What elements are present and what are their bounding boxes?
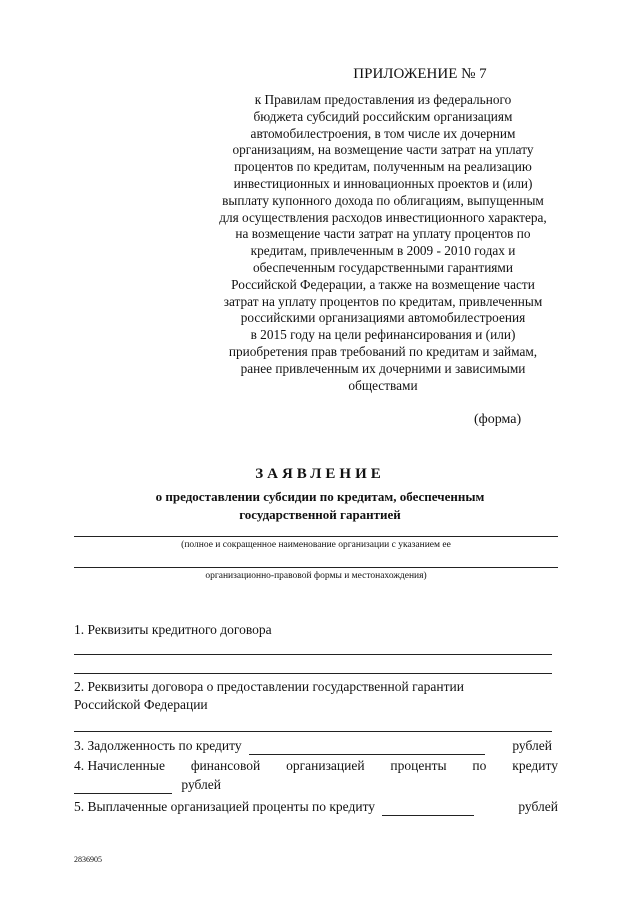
appendix-rules-text: [196, 92, 570, 394]
document-subtitle: [80, 488, 560, 524]
organization-caption-2: организационно-правовой формы и местонахождения): [205, 571, 427, 581]
rules-line: приобретения прав требований по кредитам и займам,: [228, 343, 538, 359]
item-3-row: [74, 738, 552, 755]
item-4-unit: рублей: [181, 777, 222, 792]
document-title: ЗАЯВЛЕНИЕ: [255, 466, 385, 482]
item-1-label: 1. Реквизиты кредитного договора: [74, 622, 272, 637]
item-2-text-line: Российской Федерации: [74, 697, 208, 712]
subtitle-line: о предоставлении субсидии по кредитам, обеспеченным: [155, 489, 485, 504]
item-5-row: [74, 799, 558, 816]
item-1-line-1[interactable]: [74, 654, 552, 655]
item-2-label: [74, 679, 558, 713]
rules-line: бюджета субсидий российским организациям: [253, 108, 513, 124]
rules-line: инвестиционных и инновационных проектов и (или): [233, 175, 533, 191]
item-5-label: 5. Выплаченные организацией проценты по кредиту: [74, 799, 376, 814]
item-4-interest-field[interactable]: [74, 777, 172, 794]
rules-line: затрат на уплату процентов по кредитам, привлеченным: [223, 293, 543, 309]
item-3-unit: рублей: [512, 738, 552, 753]
rules-line: процентов по кредитам, полученным на реализацию: [234, 159, 532, 175]
rules-line: Российской Федерации, а также на возмещение части: [231, 276, 535, 292]
item-4-word: кредиту: [512, 758, 558, 773]
rules-line: выплату купонного дохода по облигациям, выпущенным: [222, 192, 544, 208]
item-3-debt-field[interactable]: [249, 738, 485, 755]
item-4-word: организацией: [286, 758, 365, 773]
item-1-line-2[interactable]: [74, 673, 552, 674]
item-2-text-line: 2. Реквизиты договора о предоставлении государственной гарантии: [74, 679, 464, 694]
organization-caption-1: (полное и сокращенное наименование организации с указанием ее: [181, 540, 451, 550]
appendix-title: ПРИЛОЖЕНИЕ № 7: [353, 66, 487, 82]
item-2-line[interactable]: [74, 731, 552, 732]
form-label: (форма): [474, 412, 522, 427]
rules-line: российскими организациями автомобилестроения: [240, 310, 526, 326]
item-5-paid-field[interactable]: [382, 799, 474, 816]
item-4-second-row: [74, 777, 221, 794]
rules-line: кредитам, привлеченным в 2009 - 2010 годах и: [250, 243, 516, 259]
organization-form-line[interactable]: [74, 567, 558, 568]
subtitle-line: государственной гарантией: [239, 507, 401, 522]
item-4-word: 4. Начисленные: [74, 758, 165, 773]
rules-line: для осуществления расходов инвестиционного характера,: [219, 209, 547, 225]
item-4-word: по: [472, 758, 487, 773]
rules-line: к Правилам предоставления из федерального: [254, 92, 512, 107]
rules-line: автомобилестроения, в том числе их дочерним: [250, 125, 516, 141]
rules-line: обществами: [348, 377, 418, 393]
rules-line: обеспеченным государственными гарантиями: [253, 259, 513, 275]
item-4-row: [74, 758, 558, 774]
item-4-word: проценты: [390, 758, 447, 773]
item-5-unit: рублей: [518, 799, 558, 814]
document-code: 2836905: [74, 855, 102, 864]
item-4-word: финансовой: [190, 758, 261, 773]
rules-line: ранее привлеченным их дочерними и зависимыми: [240, 360, 526, 376]
organization-name-line[interactable]: [74, 536, 558, 537]
rules-line: в 2015 году на цели рефинансирования и (или): [250, 327, 516, 343]
rules-line: на возмещение части затрат на уплату процентов по: [235, 226, 531, 242]
rules-line: организациям, на возмещение части затрат на уплату: [232, 142, 534, 158]
item-3-label: 3. Задолженность по кредиту: [74, 738, 242, 753]
